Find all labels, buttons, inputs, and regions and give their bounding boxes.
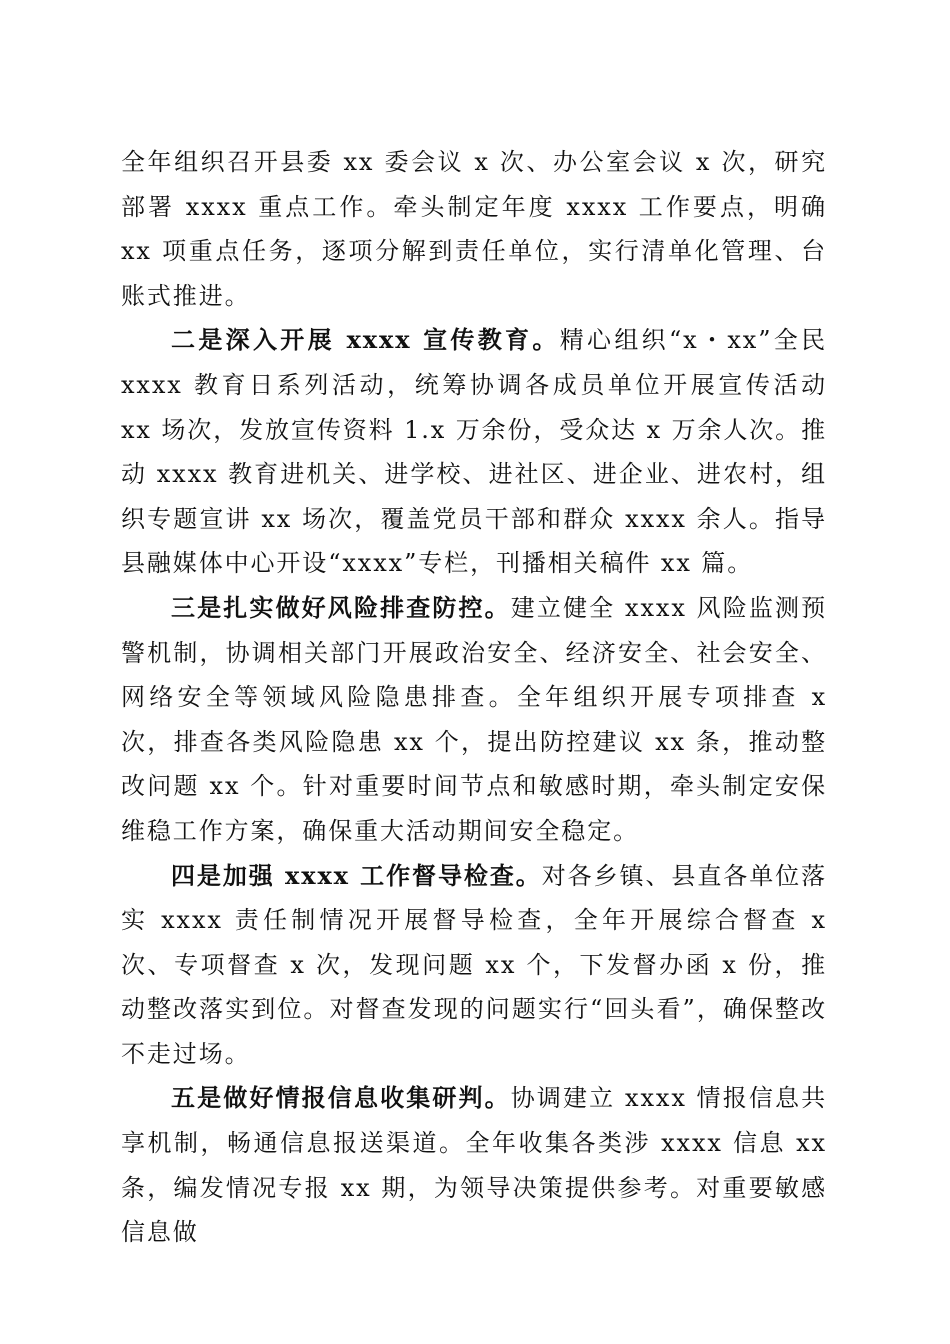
paragraph-5-lead: 五是做好情报信息收集研判。 bbox=[171, 1083, 511, 1113]
paragraph-2-text: 精心组织“x・xx”全民 xxxx 教育日系列活动，统筹协调各成员单位开展宣传活动 xx 场次，发放宣传资料 1.x 万余份，受众达 x 万余人次。推动 xxxx 教育进机关、进学校、进社区、进企业、进农村，组织专题宣讲 xx 场次，覆盖党员干部和群众 xxxx 余人。指导县融媒体中心开设“xxxx”专栏，刊播相关稿件 xx 篇。 bbox=[121, 326, 827, 578]
paragraph-3-lead: 三是扎实做好风险排查防控。 bbox=[171, 592, 511, 622]
paragraph-5-text: 协调建立 xxxx 情报信息共享机制，畅通信息报送渠道。全年收集各类涉 xxxx 信息 xx 条，编发情况专报 xx 期，为领导决策提供参考。对重要敏感信息做 bbox=[121, 1084, 827, 1247]
paragraph-1 bbox=[121, 140, 827, 318]
paragraph-3 bbox=[121, 586, 827, 854]
paragraph-5 bbox=[121, 1076, 827, 1254]
document-body bbox=[121, 140, 827, 1255]
paragraph-1-text: 全年组织召开县委 xx 委会议 x 次、办公室会议 x 次，研究部署 xxxx 重点工作。牵头制定年度 xxxx 工作要点，明确 xx 项重点任务，逐项分解到责任单位，实行清单化管理、台账式推进。 bbox=[121, 148, 827, 310]
paragraph-2 bbox=[121, 318, 827, 586]
paragraph-4-lead: 四是加强 xxxx 工作督导检查。 bbox=[171, 860, 542, 890]
paragraph-4 bbox=[121, 854, 827, 1077]
paragraph-2-lead: 二是深入开展 xxxx 宣传教育。 bbox=[171, 325, 560, 355]
paragraph-4-text: 对各乡镇、县直各单位落实 xxxx 责任制情况开展督导检查，全年开展综合督查 x 次、专项督查 x 次，发现问题 xx 个，下发督办函 x 份，推动整改落实到位。对督查发现的问题实行“回头看”，确保整改不走过场。 bbox=[121, 861, 828, 1068]
paragraph-3-text: 建立健全 xxxx 风险监测预警机制，协调相关部门开展政治安全、经济安全、社会安全、网络安全等领域风险隐患排查。全年组织开展专项排查 x 次，排查各类风险隐患 xx 个，提出防控建议 xx 条，推动整改问题 xx 个。针对重要时间节点和敏感时期，牵头制定安保维稳工作方案，确保重大活动期间安全稳定。 bbox=[121, 593, 827, 845]
